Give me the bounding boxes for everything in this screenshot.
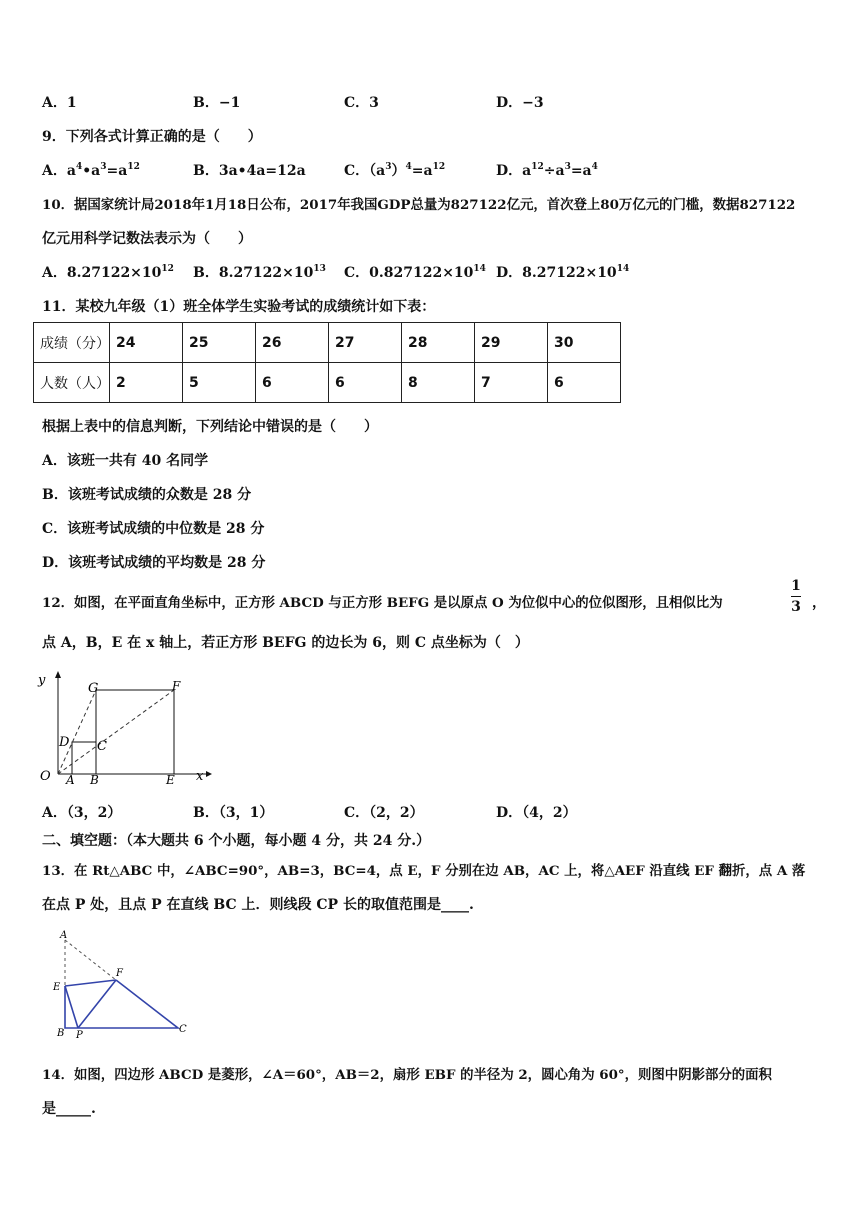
x-axis-arrow (206, 771, 212, 777)
label-o: O (40, 769, 51, 784)
q8-option-c: C．3 (344, 95, 379, 111)
square-befg (96, 690, 174, 774)
table-cell: 6 (329, 363, 402, 403)
q10-stem-line2: 亿元用科学记数法表示为（ ） (42, 231, 252, 247)
table-cell: 6 (548, 363, 621, 403)
q10-option-d: D．$8.27122\times 10^{14}$ (496, 264, 630, 281)
q10-stem-line1: 10．据国家统计局2018年1月18日公布，2017年我国GDP总量为827122亿元，首次登上80万亿元的门槛，数据827122 (42, 197, 796, 213)
q12-option-a: A．（3，2） (42, 805, 122, 821)
q12-option-b: B．（3，1） (193, 805, 274, 821)
q11-option-a: A．该班一共有 40 名同学 (42, 453, 209, 469)
q12-stem-line1: 12．如图，在平面直角坐标中，正方形 ABCD 与正方形 BEFG 是以原点 O 为位似中心的位似图形，且相似比为 (42, 595, 723, 611)
table-cell: 24 (110, 323, 183, 363)
segment-ep (65, 986, 78, 1028)
label-c: C (179, 1024, 187, 1035)
q9-option-a: A．$a^4•a^3=a^{12}$ (42, 162, 140, 179)
table-cell: 29 (475, 323, 548, 363)
q13-triangle-figure (48, 928, 198, 1040)
table-header-cell: 成绩（分） (34, 323, 110, 363)
label-a: A (66, 773, 75, 787)
q11-option-c: C．该班考试成绩的中位数是 28 分 (42, 521, 265, 537)
table-header-cell: 人数（人） (34, 363, 110, 403)
label-e: E (166, 773, 175, 787)
label-e: E (53, 982, 61, 993)
triangle-sides (65, 980, 178, 1028)
q9-option-d: D．$a^{12}\div a^3=a^4$ (496, 162, 598, 179)
q11-stem: 11．某校九年级（1）班全体学生实验考试的成绩统计如下表： (42, 299, 436, 315)
label-p: P (76, 1030, 83, 1040)
q12-option-d: D．（4，2） (496, 805, 577, 821)
q10-option-c: C．$0.827122\times 10^{14}$ (344, 264, 486, 281)
score-table (33, 322, 621, 403)
q12-stem-line2: 点 A，B，E 在 x 轴上，若正方形 BEFG 的边长为 6，则 C 点坐标为（ ） (42, 635, 529, 651)
label-f: F (116, 968, 123, 979)
segment-pf (78, 980, 116, 1028)
table-cell: 2 (110, 363, 183, 403)
table-cell: 8 (402, 363, 475, 403)
table-cell: 6 (256, 363, 329, 403)
q12-option-c: C．（2，2） (344, 805, 424, 821)
y-axis-arrow (55, 671, 61, 678)
table-cell: 28 (402, 323, 475, 363)
q9-option-b: B．3a•4a=12a (193, 163, 306, 179)
label-y: y (38, 673, 46, 688)
q9-stem: 9．下列各式计算正确的是（ ） (42, 129, 262, 145)
line-og (58, 690, 96, 774)
segment-ef (65, 980, 116, 986)
q14-stem-line1: 14．如图，四边形 ABCD 是菱形，∠A＝60°，AB＝2，扇形 EBF 的半径为 2，圆心角为 60°，则图中阴影部分的面积 (42, 1067, 772, 1083)
q13-stem-line1: 13．在 Rt△ABC 中，∠ABC=90°，AB=3，BC=4，点 E，F 分别在边 AB，AC 上，将△AEF 沿直线 EF 翻折，点 A 落 (42, 863, 806, 879)
q8-option-a: A．1 (42, 95, 77, 111)
q13-stem-line2: 在点 P 处，且点 P 在直线 BC 上．则线段 CP 长的取值范围是____. (42, 897, 474, 913)
label-f: F (172, 679, 181, 693)
table-cell: 7 (475, 363, 548, 403)
comma: ， (812, 595, 826, 611)
table-cell: 26 (256, 323, 329, 363)
q11-option-d: D．该班考试成绩的平均数是 28 分 (42, 555, 266, 571)
table-cell: 25 (183, 323, 256, 363)
label-c: C (97, 739, 107, 754)
q8-option-d: D．−3 (496, 95, 544, 111)
table-row (34, 363, 621, 403)
q11-option-b: B．该班考试成绩的众数是 28 分 (42, 487, 252, 503)
square-abcd (72, 742, 96, 774)
dashed-af (65, 940, 116, 980)
table-cell: 30 (548, 323, 621, 363)
table-row (34, 323, 621, 363)
table-cell: 27 (329, 323, 402, 363)
q11-question: 根据上表中的信息判断，下列结论中错误的是（ ） (42, 419, 378, 435)
q10-option-b: B．$8.27122\times 10^{13}$ (193, 264, 326, 281)
section-heading: 二、填空题：（本大题共 6 个小题，每小题 4 分，共 24 分.） (42, 833, 431, 849)
line-of (58, 690, 174, 774)
label-a: A (60, 930, 68, 941)
q10-option-a: A．$8.27122\times 10^{12}$ (42, 264, 174, 281)
q12-coordinate-figure (36, 668, 216, 788)
label-d: D (59, 735, 70, 750)
table-cell: 5 (183, 363, 256, 403)
label-b: B (90, 773, 99, 787)
q14-stem-line2: 是_____. (42, 1101, 96, 1117)
q8-option-b: B．−1 (193, 95, 241, 111)
label-b: B (57, 1028, 65, 1039)
label-g: G (88, 681, 99, 696)
ratio-fraction: 1 3 (791, 578, 801, 615)
label-x: x (196, 769, 204, 784)
q9-option-c: C．$(a^3)^4=a^{12}$ (344, 162, 446, 179)
